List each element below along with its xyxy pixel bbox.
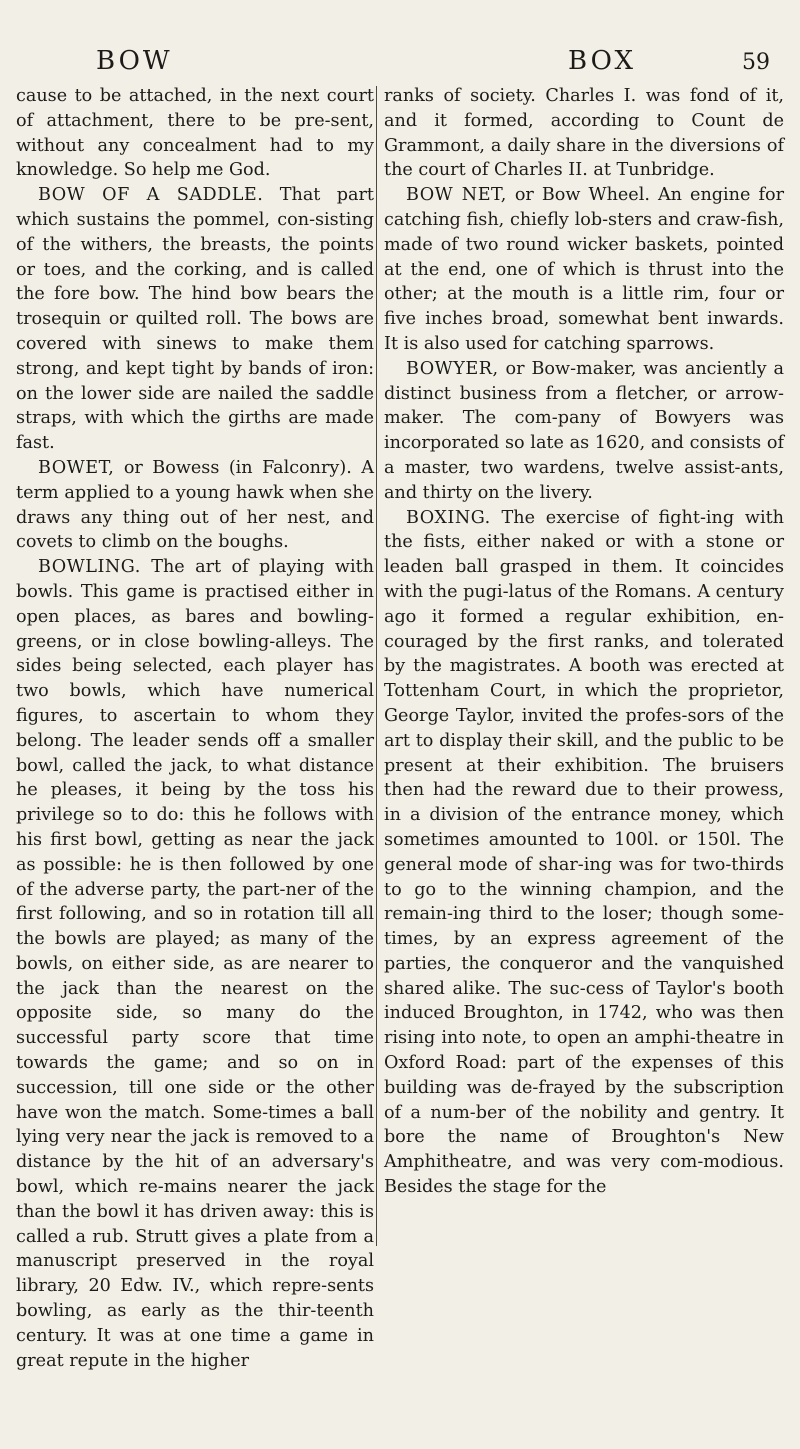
entry-body: That part which sustains the pommel, con-sisting of the withers, the breasts, the points or toes, and the corking, and is called the fore bow. The hind bow bears the trosequin or quilted roll. The bows are covered with sinews to make them strong, and kept tight by bands of iron: on the lower side are nailed the saddle straps, with which the girths are made fast. <box>16 185 374 454</box>
entry-bowyer <box>384 357 784 506</box>
paragraph-continuation: ranks of society. Charles I. was fond of it, and it formed, according to Count de Grammont, a daily share in the diversions of the court of Charles II. at Tunbridge. <box>384 86 784 181</box>
entry-heading: BOWET, <box>38 457 115 478</box>
page-number: 59 <box>742 50 770 75</box>
entry-heading: BOW OF A SADDLE. <box>38 185 264 206</box>
paragraph-continuation: cause to be attached, in the next court of attachment, there to be pre-sent, without any concealment had to my knowledge. So help me God. <box>16 86 374 181</box>
entry-body: or Bow Wheel. An engine for catching fish, chiefly lob-sters and craw-fish, made of two round wicker baskets, pointed at the end, one of which is thrust into the other; at the mouth is a little rim, four or five inches broad, somewhat bent inwards. It is also used for catching sparrows. <box>384 185 784 354</box>
entry-bowling <box>16 555 374 1373</box>
entry-boxing <box>384 506 784 1200</box>
running-head-right: BOX <box>568 46 636 76</box>
entry-heading: BOWLING. <box>38 557 141 578</box>
entry-body: or Bow-maker, was anciently a distinct business from a fletcher, or arrow-maker. The com-pany of Bowyers was incorporated so late as 1620, and consists of a master, two wardens, twelve assist-ants, and thirty on the livery. <box>384 358 784 503</box>
entry-body: The art of playing with bowls. This game is practised either in open places, as bares and bowling-greens, or in close bowling-alleys. The sides being selected, each player has two bowls, which have numerical figures, to ascertain to whom they belong. The leader sends off a smaller bowl, called the jack, to what distance he pleases, it being by the toss his privilege so to do: this he follows with his first bowl, getting as near the jack as possible: he is then followed by one of the adverse party, the part-ner of the first following, and so in rotation till all the bowls are played; as many of the bowls, on either side, as are nearer to the jack than the nearest on the opposite side, so many do the successful party score that time towards the game; and so on in succession, till one side or the other have won the match. Some-times a ball lying very near the jack is removed to a distance by the hit of an adversary's bowl, which re-mains nearer the jack than the bowl it has driven away: this is called a rub. Strutt gives a plate from a manuscript preserved in the royal library, 20 Edw. IV., which repre-sents bowling, as early as the thir-teenth century. It was at one time a game in great repute in the higher <box>16 557 374 1371</box>
left-column <box>16 84 374 1373</box>
running-head-left: BOW <box>96 46 173 76</box>
entry-bow-net <box>384 183 784 357</box>
entry-bow-of-a-saddle <box>16 183 374 456</box>
running-head <box>0 46 800 82</box>
right-column <box>384 84 784 1200</box>
entry-heading: BOW NET, <box>406 185 507 206</box>
entry-body: or Bowess (in Falconry). A term applied to a young hawk when she draws any thing out of her nest, and covets to climb on the boughs. <box>16 457 374 553</box>
column-divider <box>376 86 377 1246</box>
entry-heading: BOXING. <box>406 507 491 528</box>
entry-heading: BOWYER, <box>406 358 499 379</box>
entry-bowet <box>16 456 374 555</box>
entry-body: The exercise of fight-ing with the fists, either naked or with a stone or leaden ball grasped in them. It coincides with the pugi-latus of the Romans. A century ago it formed a regular exhibition, en-couraged by the first ranks, and tolerated by the magistrates. A booth was erected at Tottenham Court, in which the proprietor, George Taylor, invited the profes-sors of the art to display their skill, and the public to be present at their exhibition. The bruisers then had the reward due to their prowess, in a division of the entrance money, which sometimes amounted to 100l. or 150l. The general mode of shar-ing was for two-thirds to go to the winning champion, and the remain-ing third to the loser; though some-times, by an express agreement of the parties, the conqueror and the vanquished shared alike. The suc-cess of Taylor's booth induced Broughton, in 1742, who was then rising into note, to open an amphi-theatre in Oxford Road: part of the expenses of this building was de-frayed by the subscription of a num-ber of the nobility and gentry. It bore the name of Broughton's New Amphitheatre, and was very com-modious. Besides the stage for the <box>384 507 784 1198</box>
